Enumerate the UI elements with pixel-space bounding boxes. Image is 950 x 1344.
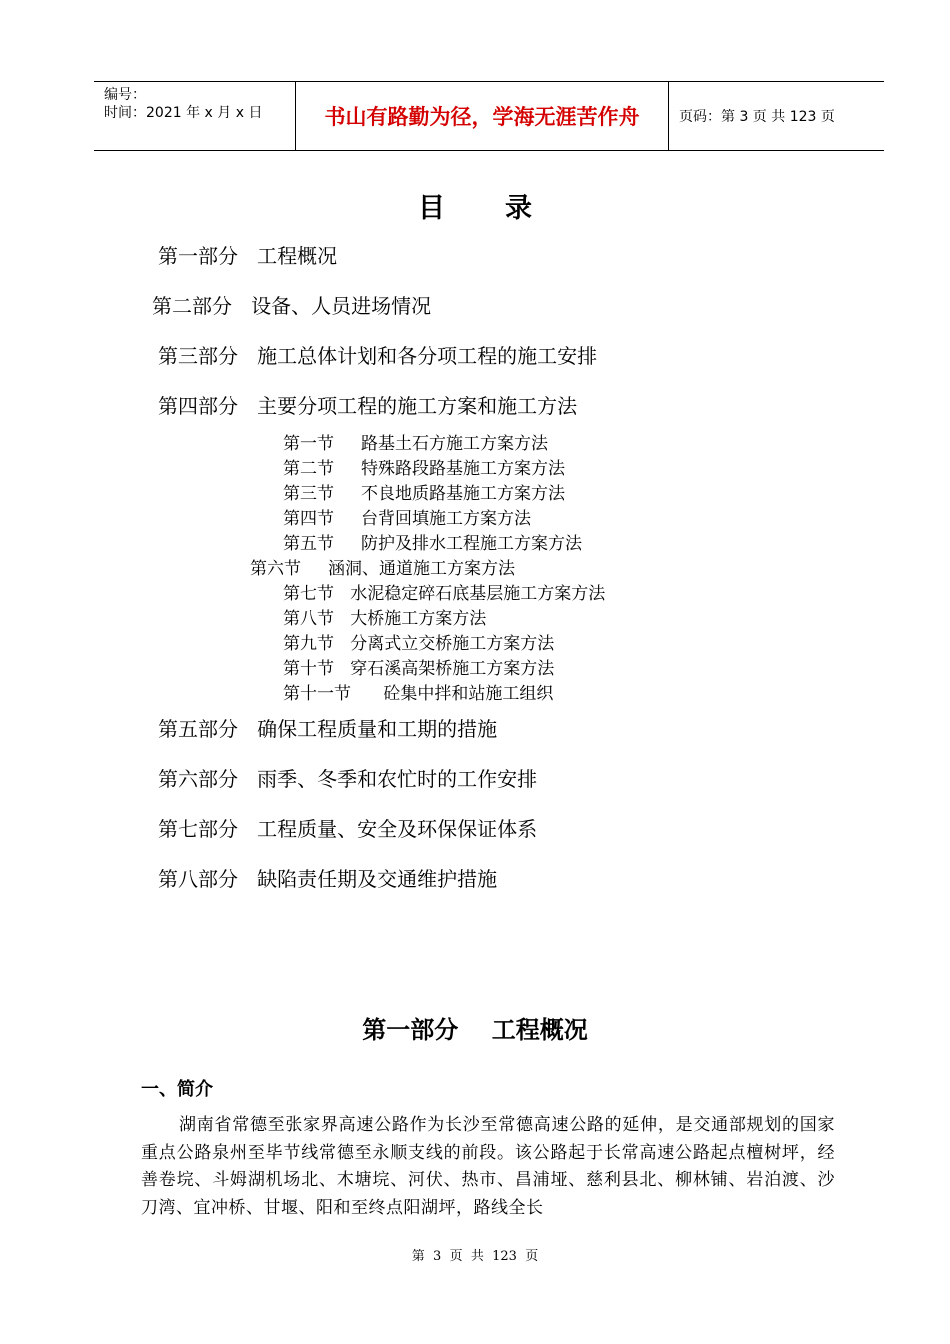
body-paragraph: 湖南省常德至张家界高速公路作为长沙至常德高速公路的延伸，是交通部规划的国家重点公路泉州至毕节线常德至永顺支线的前段。该公路起于长常高速公路起点檀树坪，经善卷垸、斗姆湖机场北、木塘垸、河伏、热市、昌浦垭、慈利县北、柳林铺、岩泊渡、沙刀湾、宜冲桥、甘堰、阳和至终点阳湖坪，路线全长: [141, 1115, 835, 1218]
header-page-label: 页码：第 3 页 共 123 页: [679, 109, 835, 125]
toc-part-7[interactable]: 第七部分 工程质量、安全及环保保证体系: [158, 817, 538, 841]
toc-section-1[interactable]: 第一节 路基土石方施工方案方法: [283, 434, 549, 454]
toc-section-6[interactable]: 第六节 涵洞、通道施工方案方法: [250, 559, 516, 579]
toc-part-8[interactable]: 第八部分 缺陷责任期及交通维护措施: [158, 867, 498, 891]
toc-section-3[interactable]: 第三节 不良地质路基施工方案方法: [283, 484, 566, 504]
toc-title: 目录: [418, 193, 592, 224]
document-number-label: 编号：: [104, 87, 146, 103]
toc-section-11[interactable]: 第十一节 砼集中拌和站施工组织: [283, 684, 554, 704]
toc-section-10[interactable]: 第十节 穿石溪高架桥施工方案方法: [283, 659, 555, 679]
toc-part-2[interactable]: 第二部分 设备、人员进场情况: [152, 294, 432, 318]
toc-part-5[interactable]: 第五部分 确保工程质量和工期的措施: [158, 717, 498, 741]
page-footer: 第 3 页 共 123 页: [411, 1249, 539, 1264]
toc-section-5[interactable]: 第五节 防护及排水工程施工方案方法: [283, 534, 583, 554]
toc-part-6[interactable]: 第六部分 雨季、冬季和农忙时的工作安排: [158, 767, 538, 791]
toc-section-4[interactable]: 第四节 台背回填施工方案方法: [283, 509, 532, 529]
header-meta: [94, 82, 295, 150]
section-title: 第一部分 工程概况: [362, 1016, 588, 1044]
toc-section-8[interactable]: 第八节 大桥施工方案方法: [283, 609, 487, 629]
toc-part-4[interactable]: 第四部分 主要分项工程的施工方案和施工方法: [158, 394, 578, 418]
toc-section-7[interactable]: 第七节 水泥稳定碎石底基层施工方案方法: [283, 584, 606, 604]
header-motto: 书山有路勤为径，学海无涯苦作舟: [295, 82, 669, 150]
toc-part-1[interactable]: 第一部分 工程概况: [158, 244, 338, 268]
toc-part-3[interactable]: 第三部分 施工总体计划和各分项工程的施工安排: [158, 344, 598, 368]
document-time-label: 时间：2021 年 x 月 x 日: [104, 105, 263, 121]
page-header: [94, 81, 884, 151]
subsection-title: 一、简介: [141, 1079, 213, 1100]
toc-section-2[interactable]: 第二节 特殊路段路基施工方案方法: [283, 459, 566, 479]
toc-section-9[interactable]: 第九节 分离式立交桥施工方案方法: [283, 634, 555, 654]
